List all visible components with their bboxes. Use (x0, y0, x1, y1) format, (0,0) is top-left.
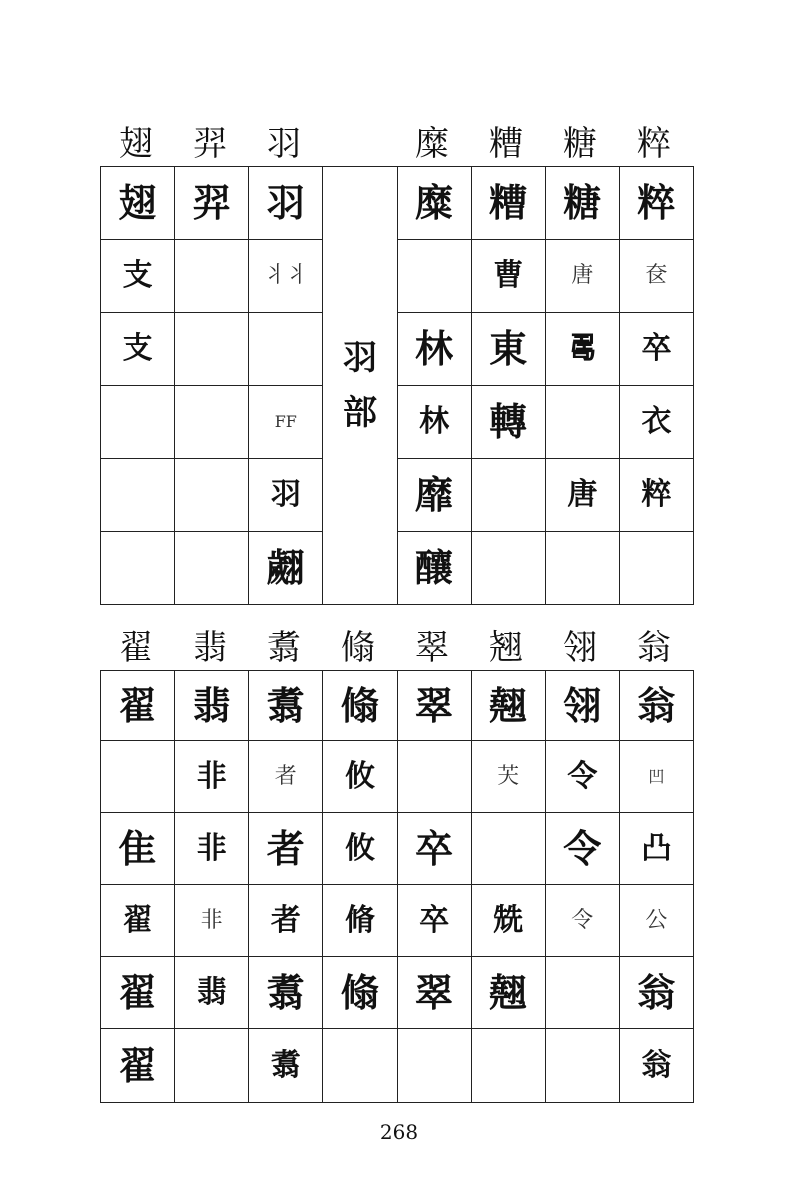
glyph-cell (249, 741, 323, 813)
page-number: 268 (379, 1120, 419, 1144)
glyph: 者 (266, 825, 305, 871)
glyph: 卒 (419, 902, 450, 938)
table-row (101, 957, 694, 1029)
glyph-cell (619, 1029, 693, 1103)
column-header: 羿 (193, 124, 227, 164)
glyph-cell (397, 885, 471, 957)
table-row (101, 240, 694, 313)
column-header: 翁 (637, 628, 671, 668)
table-row (101, 885, 694, 957)
glyph-cell (249, 240, 323, 313)
glyph: 羽 (270, 477, 301, 512)
radical-char: 部 (342, 392, 377, 433)
glyph-cell (101, 313, 175, 386)
glyph: 翠 (415, 969, 454, 1015)
glyph-cell (101, 167, 175, 240)
glyph-cell (397, 313, 471, 386)
glyph: 令 (563, 825, 602, 871)
glyph: 令 (567, 758, 598, 794)
glyph: 非 (200, 907, 223, 933)
table-row (101, 1029, 694, 1103)
glyph-cell (249, 671, 323, 741)
glyph-cell (545, 885, 619, 957)
glyph: 羿 (192, 180, 231, 225)
glyph-cell (249, 459, 323, 532)
bottom-headers (100, 628, 692, 668)
glyph-cell (175, 532, 249, 605)
glyph: 林 (419, 404, 450, 439)
column-header: 糖 (563, 124, 597, 164)
glyph: 攸 (344, 830, 375, 866)
column-header: 翡 (193, 628, 227, 668)
glyph-cell (323, 957, 397, 1029)
glyph-cell (397, 1029, 471, 1103)
glyph: 翛 (340, 969, 379, 1015)
glyph-cell (471, 885, 545, 957)
glyph-cell (175, 240, 249, 313)
glyph: 兟 (493, 902, 524, 938)
glyph: 翡 (196, 974, 227, 1010)
glyph: 衣 (641, 404, 672, 439)
glyph-cell (175, 386, 249, 459)
column-header: 糜 (415, 124, 449, 164)
glyph-cell (397, 459, 471, 532)
glyph: 粹 (641, 477, 672, 512)
glyph-cell (397, 386, 471, 459)
glyph-cell (249, 813, 323, 885)
glyph: 翁 (637, 969, 676, 1015)
glyph-cell (471, 532, 545, 605)
glyph: 釀 (415, 545, 454, 590)
glyph-cell (619, 459, 693, 532)
glyph: 卒 (641, 331, 672, 366)
column-header: 翠 (415, 628, 449, 668)
glyph-cell (323, 671, 397, 741)
glyph-cell (471, 1029, 545, 1103)
glyph-cell (175, 459, 249, 532)
glyph-cell (545, 459, 619, 532)
glyph: 者 (270, 902, 301, 938)
glyph-cell (101, 885, 175, 957)
bottom-glyph-table (100, 670, 694, 1103)
column-header: 羽 (267, 124, 301, 164)
glyph-cell (545, 741, 619, 813)
glyph-cell (619, 957, 693, 1029)
glyph-cell (249, 1029, 323, 1103)
glyph: 翥 (266, 682, 305, 728)
glyph: 羽 (266, 180, 305, 225)
glyph: 靡 (415, 472, 454, 517)
glyph-cell (323, 813, 397, 885)
top-glyph-table (100, 166, 694, 605)
glyph-cell (545, 386, 619, 459)
glyph-cell (471, 671, 545, 741)
glyph-cell (471, 741, 545, 813)
glyph: 凹 (648, 766, 665, 786)
glyph-cell (175, 885, 249, 957)
table-row (101, 386, 694, 459)
table-row (101, 671, 694, 741)
glyph-cell (175, 671, 249, 741)
glyph-cell (545, 313, 619, 386)
column-header: 翛 (341, 628, 375, 668)
glyph-cell (545, 532, 619, 605)
glyph: 轉 (489, 399, 528, 444)
glyph: 曹 (493, 258, 524, 293)
table-row (101, 741, 694, 813)
radical-cell (323, 167, 397, 605)
glyph-cell (323, 741, 397, 813)
glyph-cell (101, 957, 175, 1029)
glyph: 奁 (645, 263, 668, 288)
glyph-cell (397, 957, 471, 1029)
glyph: 丬丬 (263, 263, 308, 288)
glyph: 者 (274, 763, 297, 789)
glyph-cell (397, 532, 471, 605)
glyph-cell (397, 741, 471, 813)
glyph: 唐 (571, 263, 594, 288)
column-header: 翘 (489, 628, 523, 668)
glyph: 翠 (415, 682, 454, 728)
glyph-cell (175, 813, 249, 885)
table-row (101, 313, 694, 386)
column-header: 糟 (489, 124, 523, 164)
glyph: 非 (196, 758, 227, 794)
top-headers (100, 124, 692, 164)
glyph-cell (471, 386, 545, 459)
glyph-cell (619, 167, 693, 240)
glyph: 翥 (266, 969, 305, 1015)
glyph-cell (101, 532, 175, 605)
glyph-cell (471, 813, 545, 885)
glyph-cell (323, 885, 397, 957)
glyph-cell (545, 671, 619, 741)
glyph: 令 (571, 907, 594, 933)
glyph-cell (101, 240, 175, 313)
glyph-cell (249, 167, 323, 240)
glyph-cell (545, 167, 619, 240)
column-header: 翟 (119, 628, 153, 668)
glyph: 翅 (118, 180, 157, 225)
glyph-cell (249, 957, 323, 1029)
glyph: 粹 (637, 180, 676, 225)
glyph-cell (619, 885, 693, 957)
glyph-cell (397, 813, 471, 885)
glyph-cell (397, 167, 471, 240)
glyph: FF (274, 412, 297, 431)
glyph-cell (175, 313, 249, 386)
glyph-cell (101, 386, 175, 459)
glyph: 支 (122, 258, 153, 293)
glyph: 卒 (415, 825, 454, 871)
glyph-cell (619, 386, 693, 459)
glyph: 翹 (489, 682, 528, 728)
column-header: 翅 (119, 124, 153, 164)
glyph-cell (175, 957, 249, 1029)
glyph-cell (619, 813, 693, 885)
glyph-cell (175, 741, 249, 813)
table-row (101, 813, 694, 885)
glyph: 𠷎 (567, 331, 598, 366)
glyph: 翁 (637, 682, 676, 728)
glyph-cell (471, 167, 545, 240)
glyph: 糖 (563, 180, 602, 225)
glyph-cell (101, 671, 175, 741)
bottom-section (100, 628, 692, 668)
glyph: 翟 (118, 682, 157, 728)
glyph-cell (619, 741, 693, 813)
glyph: 東 (489, 326, 528, 371)
glyph: 攸 (344, 758, 375, 794)
glyph-cell (619, 240, 693, 313)
glyph-cell (249, 532, 323, 605)
radical-char: 羽 (342, 338, 377, 379)
column-header: 粹 (637, 124, 671, 164)
glyph-cell (175, 1029, 249, 1103)
glyph: 凸 (641, 830, 672, 866)
glyph-cell (471, 240, 545, 313)
column-header: 翥 (267, 628, 301, 668)
glyph-cell (545, 240, 619, 313)
glyph: 翟 (118, 969, 157, 1015)
glyph: 糜 (415, 180, 454, 225)
glyph-cell (545, 1029, 619, 1103)
glyph-cell (619, 532, 693, 605)
glyph: 公 (645, 907, 668, 933)
glyph: 翡 (192, 682, 231, 728)
glyph: 翟 (118, 1042, 157, 1088)
glyph: 隹 (118, 825, 157, 871)
table-row (101, 459, 694, 532)
glyph: 翽 (266, 545, 305, 590)
glyph-cell (619, 313, 693, 386)
glyph: 非 (196, 830, 227, 866)
glyph: 支 (122, 331, 153, 366)
glyph-cell (175, 167, 249, 240)
glyph-cell (249, 386, 323, 459)
glyph: 翹 (489, 969, 528, 1015)
table-row (101, 167, 694, 240)
glyph: 糟 (489, 180, 528, 225)
glyph: 翁 (641, 1047, 672, 1083)
glyph-cell (471, 313, 545, 386)
glyph-cell (471, 957, 545, 1029)
glyph-cell (101, 813, 175, 885)
glyph: 翥 (270, 1047, 301, 1083)
glyph: 翟 (122, 902, 153, 938)
glyph-cell (249, 313, 323, 386)
column-header: 翎 (563, 628, 597, 668)
glyph: 林 (415, 326, 454, 371)
glyph-cell (471, 459, 545, 532)
glyph: 芖 (497, 763, 520, 789)
glyph-cell (323, 1029, 397, 1103)
glyph-cell (249, 885, 323, 957)
glyph-cell (545, 813, 619, 885)
glyph-cell (101, 741, 175, 813)
glyph: 翛 (340, 682, 379, 728)
top-section (100, 124, 692, 164)
glyph-cell (101, 459, 175, 532)
glyph-cell (545, 957, 619, 1029)
glyph-cell (101, 1029, 175, 1103)
glyph: 翎 (563, 682, 602, 728)
glyph-cell (619, 671, 693, 741)
glyph: 唐 (567, 477, 598, 512)
glyph: 脩 (344, 902, 375, 938)
glyph-cell (397, 671, 471, 741)
glyph-cell (397, 240, 471, 313)
table-row (101, 532, 694, 605)
